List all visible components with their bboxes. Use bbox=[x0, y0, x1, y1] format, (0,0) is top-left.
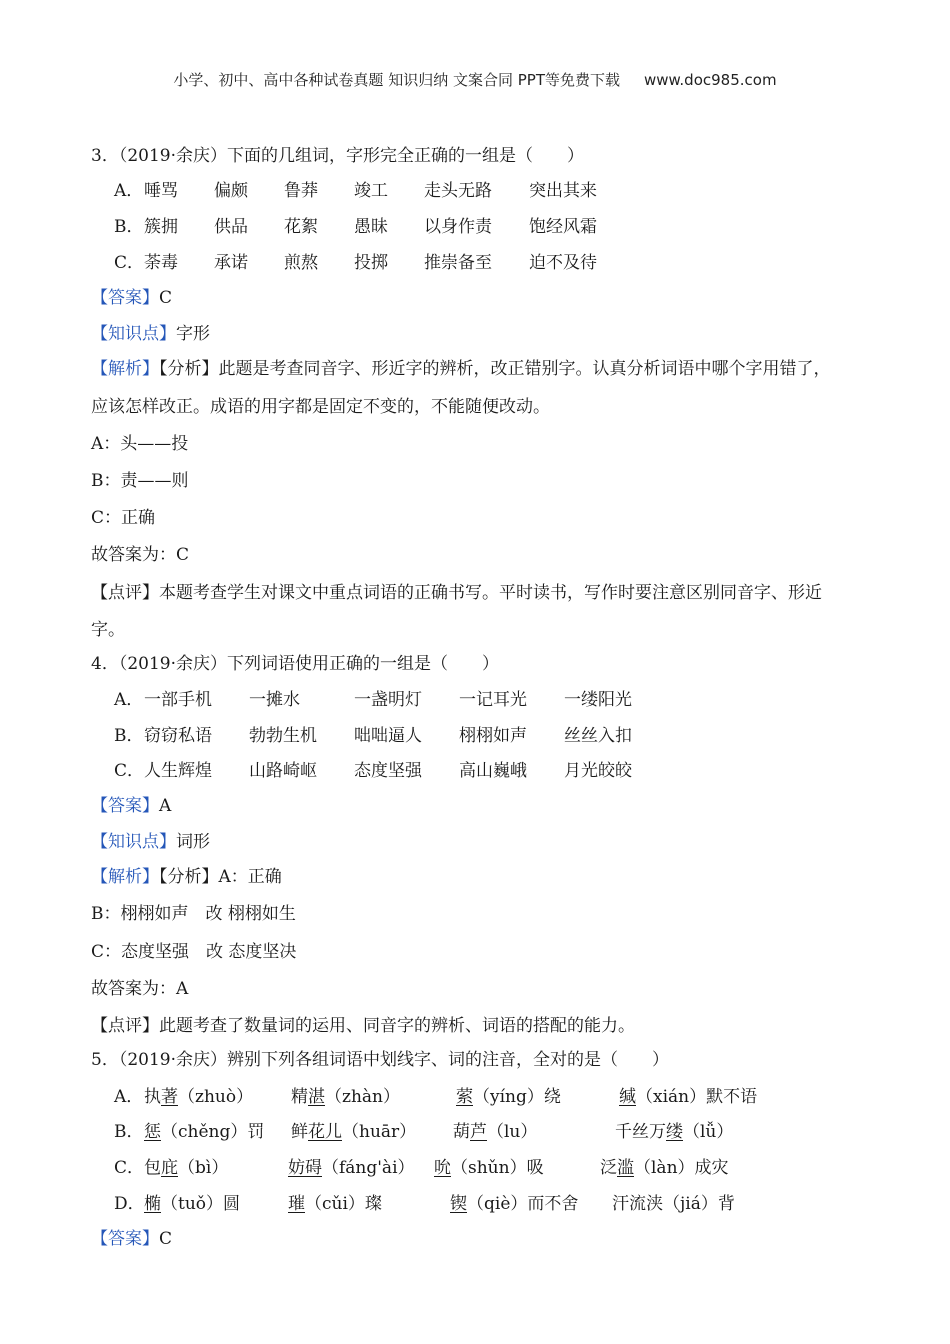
item-underlined: 著 bbox=[161, 1087, 178, 1107]
option-word: 咄咄逼人 bbox=[354, 726, 422, 746]
q3-comment bbox=[91, 582, 822, 604]
item-underlined: 滥 bbox=[617, 1158, 634, 1178]
q4-stem: 4．（2019·余庆）下列词语使用正确的一组是（ ） bbox=[91, 654, 499, 674]
option-word: 勃勃生机 bbox=[249, 726, 317, 746]
point-tag: 【知识点】 bbox=[91, 324, 176, 344]
option-item bbox=[450, 1193, 578, 1215]
option-word: 偏颇 bbox=[214, 181, 248, 201]
option-label: B． bbox=[114, 217, 144, 237]
item-underlined: 璀 bbox=[288, 1194, 305, 1214]
q3-fix-b: B：责——则 bbox=[91, 471, 189, 491]
answer-tag: 【答案】 bbox=[91, 796, 159, 816]
item-underlined: 妨碍 bbox=[288, 1158, 322, 1178]
item-post: （shǔn）吸 bbox=[451, 1158, 544, 1178]
option-item bbox=[612, 1193, 735, 1215]
option-word: 突出其来 bbox=[529, 181, 597, 201]
item-pre: 葫 bbox=[453, 1122, 470, 1142]
q4-fix-c: C：态度坚强 改 态度坚决 bbox=[91, 942, 297, 962]
item-pre: 执 bbox=[144, 1087, 161, 1107]
option-label: B． bbox=[114, 726, 144, 746]
comment-text: 此题考查了数量词的运用、同音字的辨析、词语的搭配的能力。 bbox=[159, 1016, 635, 1036]
q4-knowledge-point bbox=[91, 831, 210, 853]
option-word: 投掷 bbox=[354, 253, 388, 273]
q4-final-answer: 故答案为：A bbox=[91, 979, 189, 999]
comment-tag: 【点评】 bbox=[91, 583, 159, 603]
option-word: 推崇备至 bbox=[424, 253, 492, 273]
q3-stem: 3．（2019·余庆）下面的几组词，字形完全正确的一组是（ ） bbox=[91, 146, 584, 166]
option-word: 一摊水 bbox=[249, 690, 300, 710]
answer-value: C bbox=[159, 288, 173, 308]
item-underlined: 吮 bbox=[434, 1158, 451, 1178]
analysis-prefix: 【分析】 bbox=[159, 359, 219, 379]
option-label: A． bbox=[114, 1087, 144, 1107]
option-item bbox=[453, 1121, 537, 1143]
option-word: 人生辉煌 bbox=[144, 761, 212, 781]
option-label: A． bbox=[114, 690, 144, 710]
item-underlined: 湛 bbox=[308, 1087, 325, 1107]
option-word: 丝丝入扣 bbox=[564, 726, 632, 746]
answer-value: C bbox=[159, 1229, 173, 1249]
q3-analysis-cont: 应该怎样改正。成语的用字都是固定不变的，不能随便改动。 bbox=[91, 397, 550, 417]
analysis-tag: 【解析】 bbox=[91, 867, 159, 887]
option-word: 饱经风霜 bbox=[529, 217, 597, 237]
q3-fix-c: C：正确 bbox=[91, 508, 156, 528]
option-item bbox=[288, 1157, 415, 1179]
item-post: （làn）成灾 bbox=[634, 1158, 729, 1178]
q3-comment-cont: 字。 bbox=[91, 620, 125, 640]
option-item bbox=[456, 1086, 561, 1108]
option-word: 一缕阳光 bbox=[564, 690, 632, 710]
option-item bbox=[434, 1157, 544, 1179]
option-item bbox=[144, 1157, 228, 1179]
option-word: 以身作责 bbox=[424, 217, 492, 237]
item-post: （fáng'ài） bbox=[322, 1158, 415, 1178]
item-pre: 千丝万 bbox=[615, 1122, 666, 1142]
item-post: （chěng）罚 bbox=[161, 1122, 265, 1142]
item-post: （qiè）而不舍 bbox=[467, 1194, 579, 1214]
option-word: 山路崎岖 bbox=[249, 761, 317, 781]
option-word: 煎熬 bbox=[284, 253, 318, 273]
option-label: C． bbox=[114, 253, 145, 273]
option-item bbox=[144, 1086, 253, 1108]
item-post: （jiá）背 bbox=[663, 1194, 735, 1214]
item-post: （lǚ） bbox=[683, 1122, 734, 1142]
option-item bbox=[291, 1086, 400, 1108]
option-word: 供品 bbox=[214, 217, 248, 237]
comment-text: 本题考查学生对课文中重点词语的正确书写。平时读书，写作时要注意区别同音字、形近 bbox=[159, 583, 822, 603]
item-post: （bì） bbox=[178, 1158, 229, 1178]
option-word: 栩栩如声 bbox=[459, 726, 527, 746]
analysis-text: 此题是考查同音字、形近字的辨析，改正错别字。认真分析词语中哪个字用错了， bbox=[218, 359, 831, 379]
option-word: 荼毒 bbox=[144, 253, 178, 273]
option-label: B． bbox=[114, 1122, 144, 1142]
q5-answer bbox=[91, 1228, 172, 1250]
item-underlined: 锲 bbox=[450, 1194, 467, 1214]
item-pre: 精 bbox=[291, 1087, 308, 1107]
option-word: 一部手机 bbox=[144, 690, 212, 710]
option-item bbox=[615, 1121, 733, 1143]
option-word: 高山巍峨 bbox=[459, 761, 527, 781]
option-word: 一记耳光 bbox=[459, 690, 527, 710]
option-word: 唾骂 bbox=[144, 181, 178, 201]
q3-final-answer: 故答案为：C bbox=[91, 545, 190, 565]
item-pre: 泛 bbox=[600, 1158, 617, 1178]
item-post: （yíng）绕 bbox=[473, 1087, 561, 1107]
q3-analysis bbox=[91, 358, 831, 380]
option-item bbox=[144, 1121, 264, 1143]
answer-tag: 【答案】 bbox=[91, 1229, 159, 1249]
item-pre: 包 bbox=[144, 1158, 161, 1178]
option-word: 月光皎皎 bbox=[564, 761, 632, 781]
item-underlined: 庇 bbox=[161, 1158, 178, 1178]
header-site: www.doc985.com bbox=[643, 71, 777, 89]
option-label: C． bbox=[114, 1158, 145, 1178]
comment-tag: 【点评】 bbox=[91, 1016, 159, 1036]
option-item bbox=[619, 1086, 757, 1108]
item-underlined: 缕 bbox=[666, 1122, 683, 1142]
option-word: 愚昧 bbox=[354, 217, 388, 237]
header-text: 小学、初中、高中各种试卷真题 知识归纳 文案合同 PPT等免费下载 bbox=[173, 71, 620, 89]
option-word: 承诺 bbox=[214, 253, 248, 273]
answer-tag: 【答案】 bbox=[91, 288, 159, 308]
item-underlined: 椭 bbox=[144, 1194, 161, 1214]
item-underlined: 芦 bbox=[470, 1122, 487, 1142]
point-value: 字形 bbox=[176, 324, 210, 344]
option-label: A． bbox=[114, 181, 144, 201]
q5-stem: 5．（2019·余庆）辨别下列各组词语中划线字、词的注音，全对的是（ ） bbox=[91, 1050, 669, 1070]
option-word: 花絮 bbox=[284, 217, 318, 237]
q4-analysis bbox=[91, 866, 282, 888]
answer-value: A bbox=[159, 796, 172, 816]
analysis-tag: 【解析】 bbox=[91, 359, 159, 379]
option-label: D． bbox=[114, 1194, 145, 1214]
item-post: （huār） bbox=[342, 1122, 417, 1142]
page-header bbox=[0, 69, 950, 90]
analysis-prefix: 【分析】 bbox=[159, 867, 219, 887]
option-word: 鲁莽 bbox=[284, 181, 318, 201]
option-word: 态度坚强 bbox=[354, 761, 422, 781]
item-post: （cǔi）璨 bbox=[305, 1194, 382, 1214]
item-post: （lu） bbox=[487, 1122, 538, 1142]
item-pre: 汗流浃 bbox=[612, 1194, 663, 1214]
option-word: 窃窃私语 bbox=[144, 726, 212, 746]
q4-comment bbox=[91, 1015, 635, 1037]
item-post: （zhàn） bbox=[325, 1087, 400, 1107]
option-item bbox=[288, 1193, 382, 1215]
item-underlined: 花儿 bbox=[308, 1122, 342, 1142]
q3-answer bbox=[91, 287, 172, 309]
item-pre: 鲜 bbox=[291, 1122, 308, 1142]
option-word: 簇拥 bbox=[144, 217, 178, 237]
option-label: C． bbox=[114, 761, 145, 781]
item-post: （xián）默不语 bbox=[636, 1087, 758, 1107]
item-underlined: 萦 bbox=[456, 1087, 473, 1107]
analysis-text: A：正确 bbox=[218, 867, 282, 887]
option-item bbox=[600, 1157, 729, 1179]
q3-fix-a: A：头——投 bbox=[91, 434, 189, 454]
item-underlined: 缄 bbox=[619, 1087, 636, 1107]
option-word: 一盏明灯 bbox=[354, 690, 422, 710]
option-word: 迫不及待 bbox=[529, 253, 597, 273]
item-post: （tuǒ）圆 bbox=[161, 1194, 241, 1214]
point-value: 词形 bbox=[176, 832, 210, 852]
q3-knowledge-point bbox=[91, 323, 210, 345]
option-word: 走头无路 bbox=[424, 181, 492, 201]
option-item bbox=[291, 1121, 416, 1143]
q4-fix-b: B：栩栩如声 改 栩栩如生 bbox=[91, 904, 296, 924]
q4-answer bbox=[91, 795, 171, 817]
option-item bbox=[144, 1193, 240, 1215]
item-post: （zhuò） bbox=[178, 1087, 254, 1107]
point-tag: 【知识点】 bbox=[91, 832, 176, 852]
item-underlined: 惩 bbox=[144, 1122, 161, 1142]
option-word: 竣工 bbox=[354, 181, 388, 201]
